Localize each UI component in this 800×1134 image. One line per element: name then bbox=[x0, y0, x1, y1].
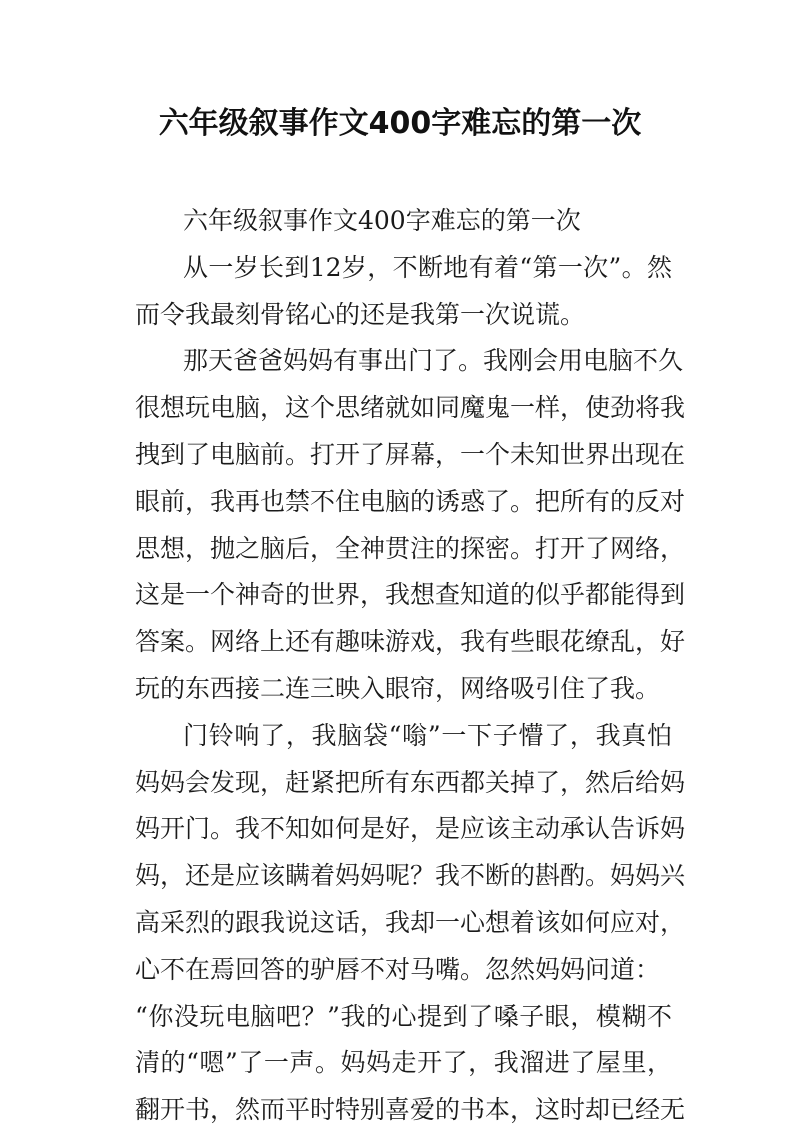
text-line: 高采烈的跟我说这话，我却一心想着该如何应对， bbox=[135, 907, 686, 937]
document-body bbox=[135, 198, 686, 1134]
text-line: 清的“嗯”了一声。妈妈走开了，我溜进了屋里， bbox=[135, 1048, 672, 1078]
subtitle-line: 六年级叙事作文400字难忘的第一次 bbox=[183, 206, 581, 235]
text-line: 翻开书，然而平时特别喜爱的书本，这时却已经无 bbox=[135, 1095, 686, 1125]
text-line: 而令我最刻骨铭心的还是我第一次说谎。 bbox=[135, 299, 586, 329]
text-line: 玩的东西接二连三映入眼帘，网络吸引住了我。 bbox=[135, 673, 661, 703]
text-line: 那天爸爸妈妈有事出门了。我刚会用电脑不久 bbox=[183, 346, 684, 376]
text-line: 妈开门。我不知如何是好，是应该主动承认告诉妈 bbox=[135, 814, 686, 844]
text-line: 从一岁长到12岁，不断地有着“第一次”。然 bbox=[183, 252, 672, 282]
text-line: “你没玩电脑吧？”我的心提到了嗓子眼，模糊不 bbox=[135, 1001, 672, 1031]
text-line: 很想玩电脑，这个思绪就如同魔鬼一样，使劲将我 bbox=[135, 393, 686, 423]
document-title: 六年级叙事作文400字难忘的第一次 bbox=[158, 106, 642, 141]
text-line: 拽到了电脑前。打开了屏幕，一个未知世界出现在 bbox=[135, 439, 686, 469]
text-line: 这是一个神奇的世界，我想查知道的似乎都能得到 bbox=[135, 580, 686, 610]
text-line: 门铃响了，我脑袋“嗡”一下子懵了，我真怕 bbox=[183, 720, 672, 750]
text-line: 心不在焉回答的驴唇不对马嘴。忽然妈妈问道： bbox=[135, 954, 661, 984]
text-line: 眼前，我再也禁不住电脑的诱惑了。把所有的反对 bbox=[135, 486, 686, 516]
text-line: 妈，还是应该瞒着妈妈呢？我不断的斟酌。妈妈兴 bbox=[135, 861, 686, 891]
text-line: 妈妈会发现，赶紧把所有东西都关掉了，然后给妈 bbox=[135, 767, 686, 797]
text-line: 思想，抛之脑后，全神贯注的探密。打开了网络， bbox=[135, 533, 686, 563]
text-line: 答案。网络上还有趣味游戏，我有些眼花缭乱，好 bbox=[135, 627, 686, 657]
